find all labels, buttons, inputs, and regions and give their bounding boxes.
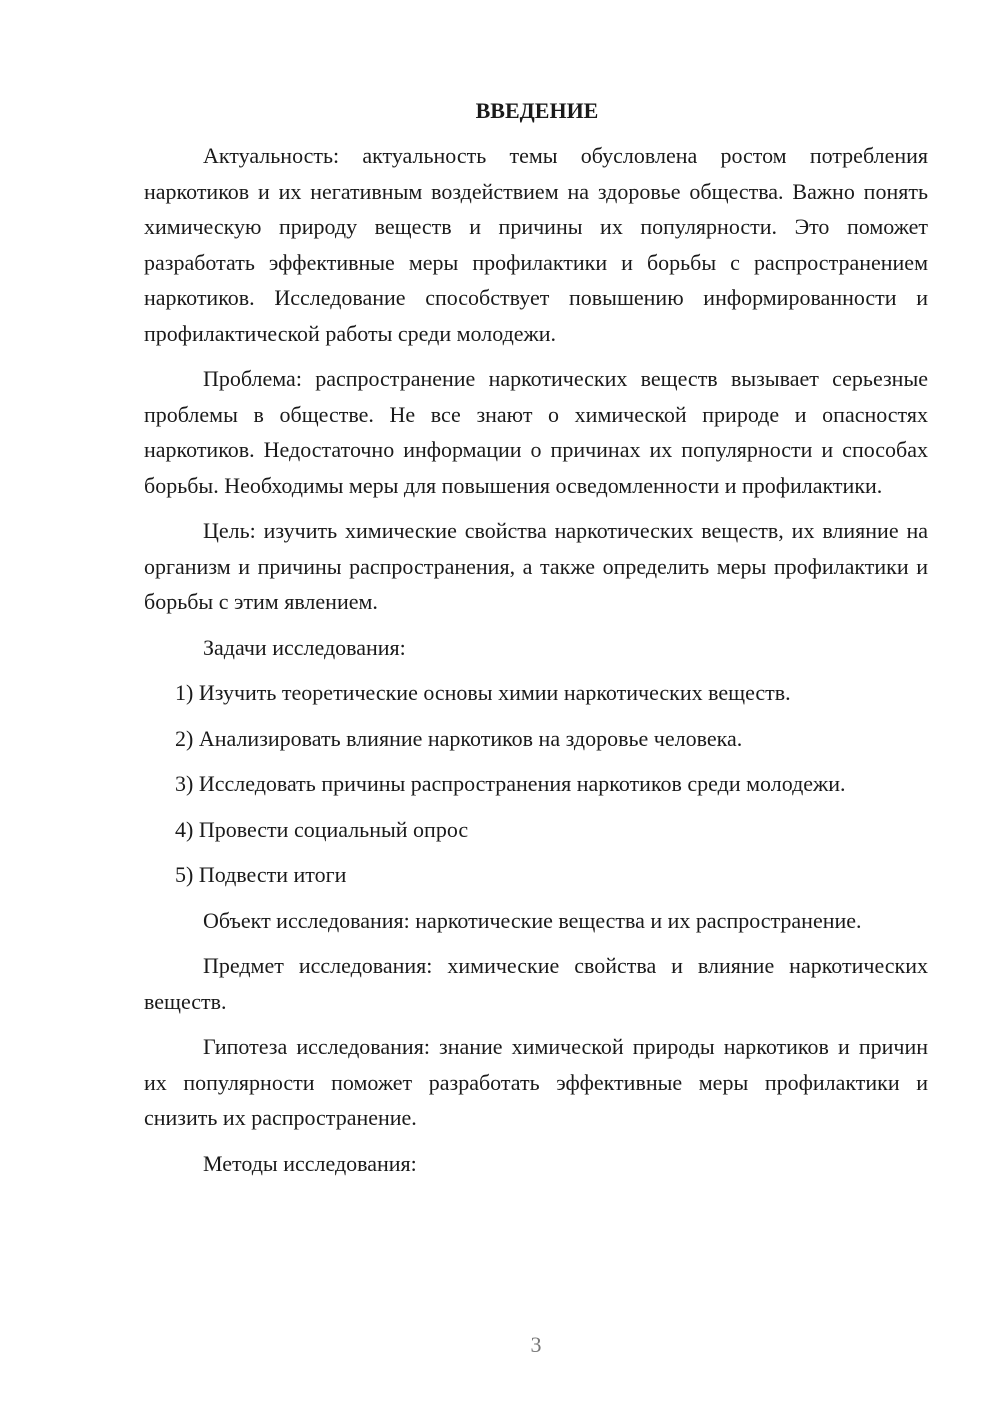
relevance-paragraph: Актуальность: актуальность темы обусловлена ростом потребления наркотиков и их негативным воздействием на здоровье общества. Важно понять химическую природу веществ и причины их популярности. Это поможет разработать эффективные меры профилактики и борьбы с распространением наркотиков. Исследование способствует повышению информированности и профилактической работы среди молодежи. [144,143,928,346]
task-item: 4) Провести социальный опрос [175,816,469,842]
task-item: 1) Изучить теоретические основы химии наркотических веществ. [175,680,791,705]
hypothesis-paragraph: Гипотеза исследования: знание химической природы наркотиков и причин их популярности поможет разработать эффективные меры профилактики и снизить их распространение. [144,1034,928,1130]
task-item: 5) Подвести итоги [175,862,347,887]
object-paragraph: Объект исследования: наркотические вещества и их распространение. [203,907,862,933]
task-item: 3) Исследовать причины распространения наркотиков среди молодежи. [175,771,846,796]
task-item: 2) Анализировать влияние наркотиков на здоровье человека. [175,725,743,751]
subject-paragraph: Предмет исследования: химические свойства и влияние наркотических веществ. [144,953,928,1014]
goal-paragraph: Цель: изучить химические свойства наркотических веществ, их влияние на организм и причины распространения, а также определить меры профилактики и борьбы с этим явлением. [144,518,928,614]
problem-paragraph: Проблема: распространение наркотических веществ вызывает серьезные проблемы в обществе. Не все знают о химической природе и опасностях наркотиков. Недостаточно информации о причинах их популярности и способах борьбы. Необходимы меры для повышения осведомленности и профилактики. [144,366,928,498]
methods-paragraph: Методы исследования: [203,1150,417,1176]
tasks-intro: Задачи исследования: [203,634,406,660]
document-page [144,94,928,1191]
section-heading: ВВЕДЕНИЕ [475,98,599,123]
page-number: 3 [530,1332,542,1357]
